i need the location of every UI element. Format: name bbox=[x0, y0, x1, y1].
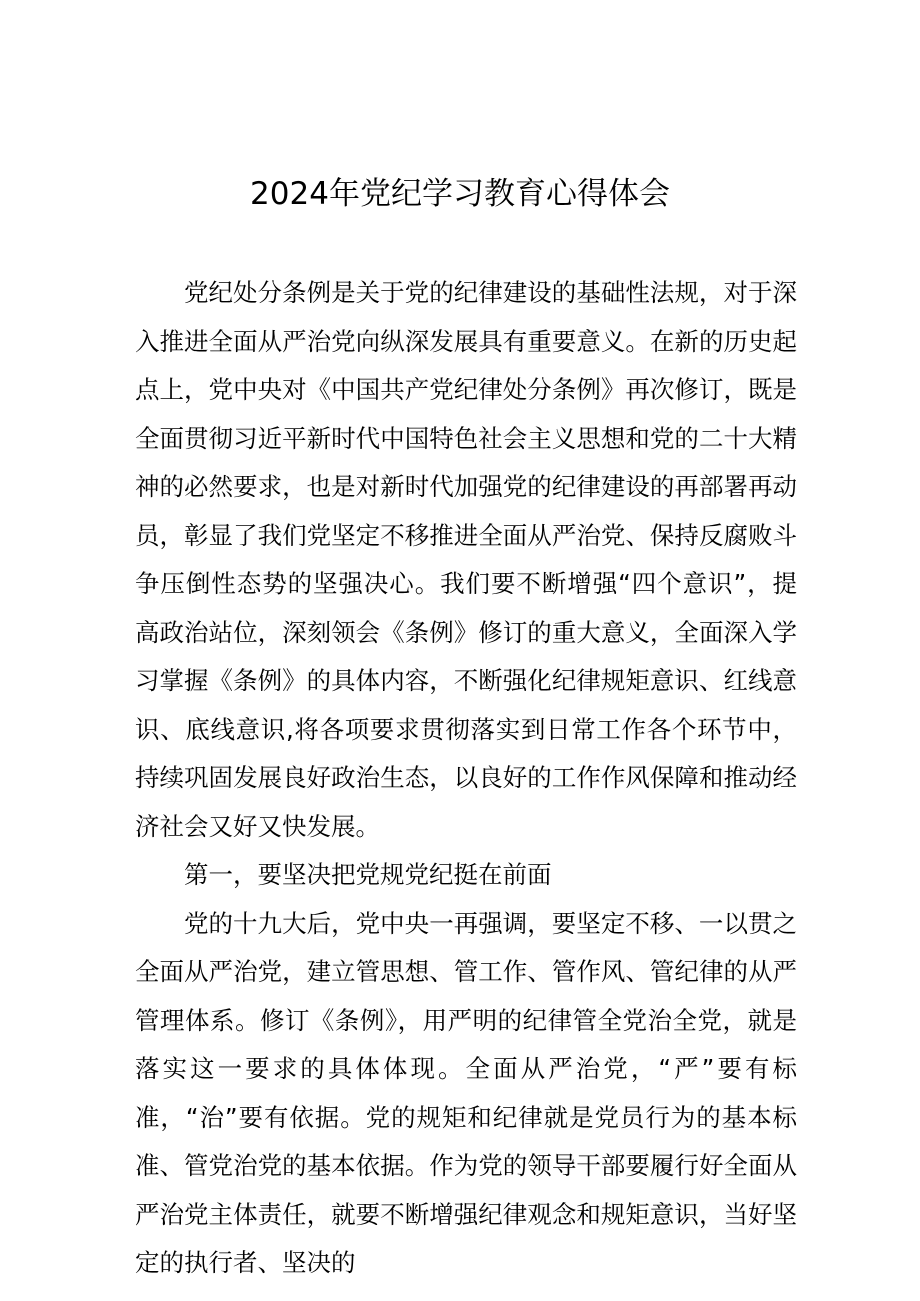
document-body bbox=[135, 269, 797, 1288]
document-title: 2024年党纪学习教育心得体会 bbox=[250, 176, 670, 212]
paragraph-section-one: 党的十九大后，党中央一再强调，要坚定不移、一以贯之全面从严治党，建立管思想、管工作、管作风、管纪律的从严管理体系。修订《条例》，用严明的纪律管全党治全党，就是落实这一要求的具体体现。全面从严治党，“严”要有标准，“治”要有依据。党的规矩和纪律就是党员行为的基本标准、管党治党的基本依据。作为党的领导干部要履行好全面从严治党主体责任，就要不断增强纪律观念和规矩意识，当好坚定的执行者、坚决的 bbox=[135, 908, 797, 1277]
section-heading-first: 第一，要坚决把党规党纪挺在前面 bbox=[184, 860, 552, 889]
paragraph-intro: 党纪处分条例是关于党的纪律建设的基础性法规，对于深入推进全面从严治党向纵深发展具有重要意义。在新的历史起点上，党中央对《中国共产党纪律处分条例》再次修订，既是全面贯彻习近平新时代中国特色社会主义思想和党的二十大精神的必然要求，也是对新时代加强党的纪律建设的再部署再动员，彰显了我们党坚定不移推进全面从严治党、保持反腐败斗争压倒性态势的坚强决心。我们要不断增强“四个意识”，提高政治站位，深刻领会《条例》修订的重大意义，全面深入学习掌握《条例》的具体内容，不断强化纪律规矩意识、红线意识、底线意识,将各项要求贯彻落实到日常工作各个环节中，持续巩固发展良好政治生态，以良好的工作作风保障和推动经济社会又好又快发展。 bbox=[135, 278, 797, 841]
